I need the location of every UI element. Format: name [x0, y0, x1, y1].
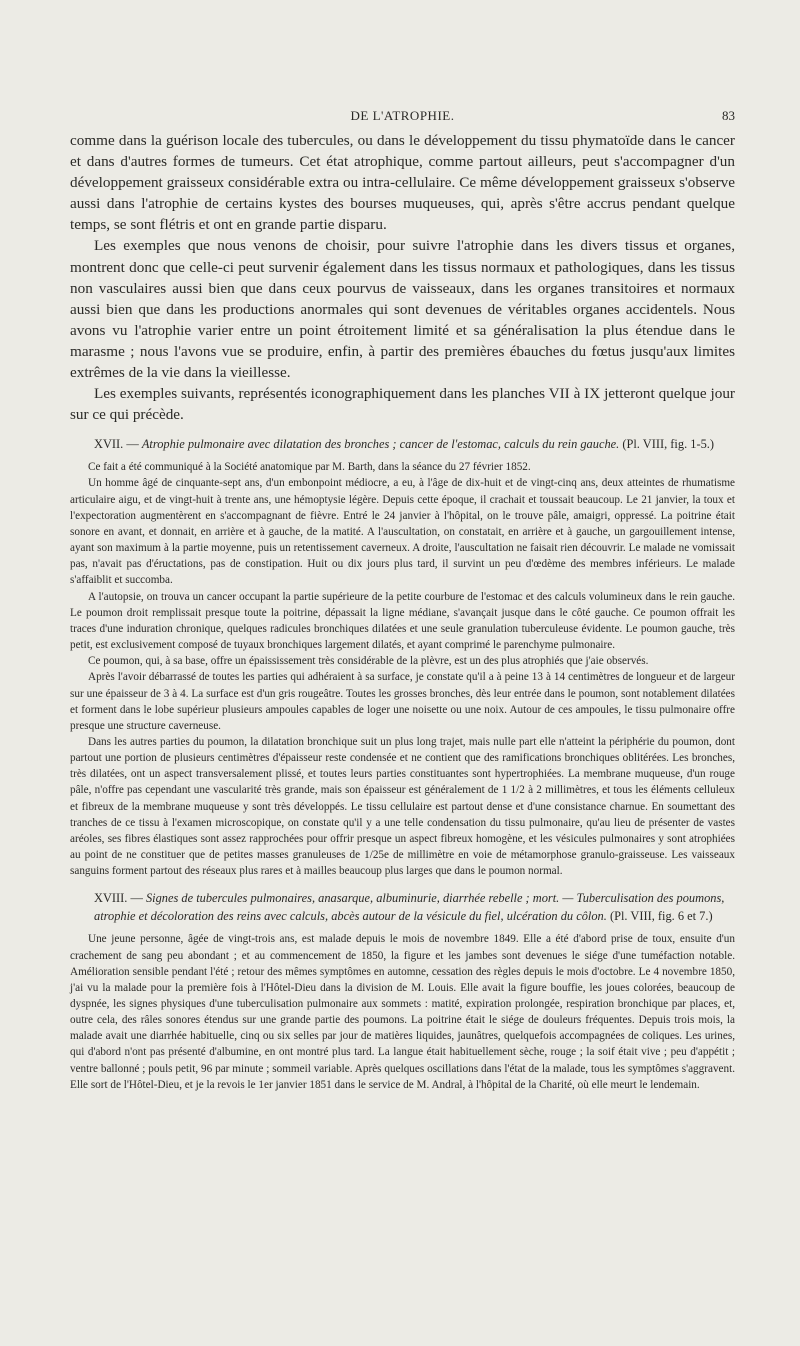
- intro-section: [70, 130, 735, 425]
- observation-18-plate-ref: (Pl. VIII, fig. 6 et 7.): [606, 909, 713, 924]
- observation-17-heading: [94, 435, 735, 453]
- running-title: DE L'ATROPHIE.: [350, 108, 455, 123]
- observation-17-plate-ref: (Pl. VIII, fig. 1-5.): [619, 437, 715, 452]
- observation-17-paragraph-1: Ce fait a été communiqué à la Société anatomique par M. Barth, dans la séance du 27 février 1852.: [88, 461, 531, 474]
- observation-17-paragraph-2: Un homme âgé de cinquante-sept ans, d'un embonpoint médiocre, a eu, à l'âge de dix-huit et de vingt-cinq ans, deux atteintes de rhumatisme articulaire aigu, et de vingt-huit à trente ans, une hémoptysie légère. Depuis cette époque, il crachait et toussait beaucoup. Le 21 janvier, la toux et l'expectoration augmentèrent en s'accompagnant de fièvre. Entré le 24 janvier à l'hôpital, on le trouve pâle, amaigri, oppressé. La poitrine était sonore en avant, et donnait, en arrière et à gauche, de la matité. A l'auscultation, on constatait, en arrière et à gauche, un gargouillement intense, ayant son maximum à la partie moyenne, puis un retentissement caverneux. A droite, l'auscultation ne faisait rien découvrir. Le malade ne vomissait pas, n'avait pas d'éructations, pas de constipation. Huit ou dix jours plus tard, il survint un peu d'œdème des membres inférieurs. Le malade s'affaiblit et succomba.: [70, 477, 735, 587]
- observation-18-heading: [94, 889, 735, 925]
- intro-paragraph-2: Les exemples que nous venons de choisir, pour suivre l'atrophie dans les divers tissus et organes, montrent donc que celle-ci peut survenir également dans les tissus normaux et pathologiques, dans les tissus non vasculaires aussi bien que dans ceux pourvus de vaisseaux, dans les organes transitoires et normaux aussi bien que dans les productions anormales qui sont devenues de véritables organes accidentels. Nous avons vu l'atrophie varier entre un point étroitement limité et sa généralisation la plus étendue dans le marasme ; nous l'avons vue se produire, enfin, à partir des premières ébauches du fœtus jusqu'aux limites extrêmes de la vie dans la vieillesse.: [70, 237, 735, 382]
- intro-paragraph-1: comme dans la guérison locale des tubercules, ou dans le développement du tissu phymatoïde dans le cancer et dans d'autres formes de tumeurs. Cet état atrophique, comme partout ailleurs, peut s'accompagner d'un développement graisseux considérable extra ou intra-cellulaire. Ce même développement graisseux s'observe aussi dans l'atrophie de certains kystes des bourses muqueuses, qui, après s'être accrus pendant quelque temps, se sont flétris et ont en grande partie disparu.: [70, 132, 735, 234]
- page-body: [70, 130, 735, 1093]
- observation-18-title: Signes de tubercules pulmonaires, anasarque, albuminurie, diarrhée rebelle ; mort. — Tuberculisation des poumons, atrophie et décoloration des reins avec calculs, abcès autour de la vésicule du fiel, ulcération du côlon.: [94, 891, 725, 924]
- observation-18-number: XVIII. —: [94, 891, 146, 906]
- observation-17-title: Atrophie pulmonaire avec dilatation des bronches ; cancer de l'estomac, calculs du rein gauche.: [141, 437, 620, 452]
- page-number: 83: [722, 108, 735, 123]
- observation-17-paragraph-6: Dans les autres parties du poumon, la dilatation bronchique suit un plus long trajet, mais nulle part elle n'atteint la périphérie du poumon, dont partout une portion de plusieurs centimètres d'épaisseur reste condensée et ne contient que des ramifications bronchiques oblitérées. Les bronches, très dilatées, ont un aspect transversalement plissé, et toutes leurs parties constituantes sont hypertrophiées. La membrane muqueuse, d'un rouge pâle, n'offre pas cependant une vascularité très grande, mais son épaisseur est généralement de 1 1/2 à 2 millimètres, et tous les éléments celluleux et fibreux de la membrane muqueuse y sont très développés. Le tissu cellulaire est partout dense et d'une consistance charnue. En soumettant des tranches de ce tissu à l'examen microscopique, on constate qu'il y a une telle condensation du tissu pulmonaire, qu'au lieu de présenter de vastes aréoles, ses fibres élastiques sont assez rapprochées pour offrir presque un aspect fibreux homogène, et les vésicules pulmonaires y sont atrophiées au point de ne constituer que de petites masses granuleuses de 1/25e de millimètre en voie de métamorphose granulo-graisseuse. Les vaisseaux sanguins forment partout des réseaux plus rares et à mailles beaucoup plus larges que dans le poumon normal.: [70, 735, 735, 878]
- observation-17-paragraph-4: Ce poumon, qui, à sa base, offre un épaississement très considérable de la plèvre, est un des plus atrophiés que j'aie observés.: [88, 655, 649, 668]
- observation-17-number: XVII. —: [94, 437, 142, 452]
- observation-18-text: [70, 931, 735, 1093]
- observation-18-paragraph-1: Une jeune personne, âgée de vingt-trois ans, est malade depuis le mois de novembre 1849. Elle a été d'abord prise de toux, ensuite d'un crachement de sang peu abondant ; et au commencement de 1850, la figure et les jambes sont devenues le siége d'une tuméfaction notable. Amélioration sensible pendant l'été ; retour des mêmes symptômes en automne, cessation des règles depuis le mois d'octobre. Le 4 novembre 1850, j'ai vu la malade pour la première fois à l'Hôtel-Dieu dans la division de M. Louis. Elle avait la figure bouffie, les joues colorées, beaucoup de dyspnée, les signes physiques d'une tuberculisation pulmonaire aux sommets : matité, expiration prolongée, respiration bronchique par places, et, outre cela, des râles sonores étendus sur une grande partie des poumons. La poitrine était le siége de douleurs fréquentes. Depuis trois mois, la malade avait une diarrhée habituelle, cinq ou six selles par jour de matières liquides, jaunâtres, quelquefois accompagnées de coliques. Les urines, qui d'abord n'ont pas présenté d'albumine, en ont montré plus tard. La langue était habituellement sèche, rouge ; la soif était vive ; peu d'appétit ; ventre ballonné ; pouls petit, 96 par minute ; sommeil variable. Après quelques oscillations dans l'état de la malade, tous les symptômes s'aggravent. Elle sort de l'Hôtel-Dieu, et je la revois le 1er janvier 1851 dans le service de M. Andral, à l'hôpital de la Charité, où elle meurt le lendemain.: [70, 933, 735, 1091]
- page-header: [70, 108, 735, 130]
- observation-17-paragraph-3: A l'autopsie, on trouva un cancer occupant la partie supérieure de la petite courbure de l'estomac et des calculs volumineux dans le rein gauche. Le poumon droit remplissait presque toute la poitrine, dépassait la ligne médiane, s'avançait jusque dans le côté gauche. Ce poumon offrait les traces d'une induration chronique, quelques radicules bronchiques dilatées et une seule granulation tuberculeuse évidente. Le poumon gauche, très petit, est exclusivement composé de tuyaux bronchiques largement dilatés, et ayant comprimé le parenchyme pulmonaire.: [70, 590, 735, 652]
- intro-paragraph-3: Les exemples suivants, représentés iconographiquement dans les planches VII à IX jetteront quelque jour sur ce qui précède.: [70, 385, 735, 424]
- observation-17-text: [70, 459, 735, 879]
- observation-17-paragraph-5: Après l'avoir débarrassé de toutes les parties qui adhéraient à sa surface, je constate qu'il a à peine 13 à 14 centimètres de longueur et de largeur sur une épaisseur de 3 à 4. La surface est d'un gris rougeâtre. Toutes les grosses bronches, dès leur entrée dans le poumon, sont notablement dilatées et forment dans le lobe supérieur plusieurs ampoules capables de loger une noisette ou une noix. Autour de ces ampoules, le tissu pulmonaire offre presque une structure caverneuse.: [70, 671, 735, 732]
